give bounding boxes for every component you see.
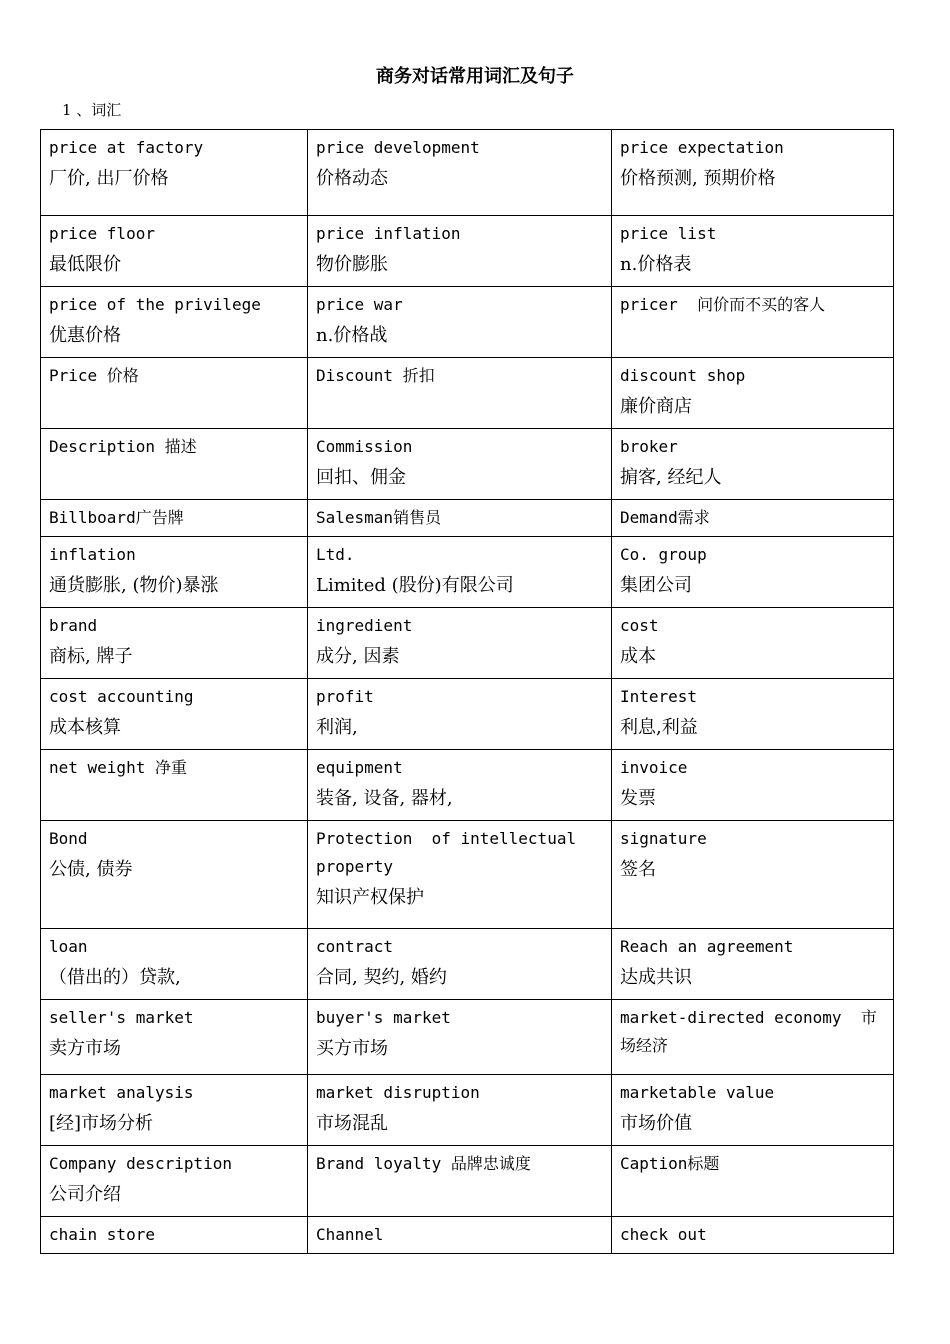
table-row <box>41 358 894 429</box>
vocab-cell <box>308 679 612 750</box>
vocab-term: Company description <box>49 1154 233 1173</box>
vocab-cell <box>308 1146 612 1217</box>
vocab-translation: 成本 <box>620 646 656 667</box>
vocab-cell <box>612 821 894 929</box>
vocab-translation: 卖方市场 <box>49 1038 121 1059</box>
vocab-translation: 合同, 契约, 婚约 <box>316 967 447 988</box>
vocab-cell <box>612 1217 894 1254</box>
vocab-cell <box>612 358 894 429</box>
vocab-term: cost <box>620 616 659 635</box>
table-row <box>41 216 894 287</box>
vocab-cell <box>308 130 612 216</box>
vocab-cell <box>612 929 894 1000</box>
vocab-cell <box>308 1000 612 1075</box>
vocab-cell <box>612 287 894 358</box>
vocab-cell <box>612 1075 894 1146</box>
vocab-cell <box>41 1000 308 1075</box>
vocab-cell <box>41 287 308 358</box>
table-row <box>41 1000 894 1075</box>
vocab-term: Reach an agreement <box>620 937 794 956</box>
vocab-cell <box>612 1146 894 1217</box>
vocab-translation: 利息,利益 <box>620 717 698 738</box>
table-row <box>41 500 894 537</box>
vocab-term: profit <box>316 687 374 706</box>
table-row <box>41 608 894 679</box>
vocab-term: Interest <box>620 687 698 706</box>
vocab-translation: 价格动态 <box>316 168 388 189</box>
vocab-cell <box>41 679 308 750</box>
vocab-cell <box>41 821 308 929</box>
vocab-cell <box>41 1075 308 1146</box>
vocab-term: invoice <box>620 758 688 777</box>
vocab-cell <box>41 500 308 537</box>
vocab-cell <box>308 500 612 537</box>
table-row <box>41 429 894 500</box>
vocab-cell <box>308 750 612 821</box>
vocab-cell <box>41 130 308 216</box>
vocab-translation: 成分, 因素 <box>316 646 400 667</box>
vocab-cell <box>41 1217 308 1254</box>
vocabulary-table <box>40 129 894 1254</box>
vocab-term: Bond <box>49 829 88 848</box>
vocab-cell <box>612 1000 894 1075</box>
vocab-term: Channel <box>316 1225 384 1244</box>
vocab-term: Salesman销售员 <box>316 508 442 527</box>
vocab-term: price floor <box>49 224 155 243</box>
vocab-term: market-directed economy 市场经济 <box>620 1008 877 1055</box>
vocab-translation: 商标, 牌子 <box>49 646 133 667</box>
vocab-term: chain store <box>49 1225 155 1244</box>
vocab-translation: （借出的）贷款, <box>49 967 181 988</box>
vocab-term: signature <box>620 829 707 848</box>
vocab-term: Discount 折扣 <box>316 366 435 385</box>
vocab-term: price list <box>620 224 717 243</box>
vocab-cell <box>612 750 894 821</box>
table-row <box>41 1217 894 1254</box>
vocab-translation: 公司介绍 <box>49 1184 121 1205</box>
page-title: 商务对话常用词汇及句子 <box>376 66 574 87</box>
vocab-cell <box>308 216 612 287</box>
vocabulary-table-body <box>41 130 894 1254</box>
vocab-cell <box>41 1146 308 1217</box>
vocab-cell <box>612 537 894 608</box>
vocab-translation: 掮客, 经纪人 <box>620 467 722 488</box>
vocab-term: buyer's market <box>316 1008 451 1027</box>
vocab-term: price inflation <box>316 224 461 243</box>
vocab-translation: 达成共识 <box>620 967 692 988</box>
vocab-term: inflation <box>49 545 136 564</box>
vocab-cell <box>41 537 308 608</box>
vocab-term: Caption标题 <box>620 1154 720 1173</box>
vocab-term: equipment <box>316 758 403 777</box>
vocab-translation: 回扣、佣金 <box>316 467 406 488</box>
vocab-cell <box>612 429 894 500</box>
vocab-term: Commission <box>316 437 413 456</box>
vocab-cell <box>612 679 894 750</box>
vocab-term: price expectation <box>620 138 784 157</box>
vocab-cell <box>41 216 308 287</box>
vocab-cell <box>308 1217 612 1254</box>
vocab-translation: 集团公司 <box>620 575 692 596</box>
vocab-cell <box>308 287 612 358</box>
vocab-translation: 利润, <box>316 717 358 738</box>
vocab-term: Protection of intellectual property <box>316 829 586 876</box>
vocab-cell <box>308 821 612 929</box>
vocab-term: price war <box>316 295 403 314</box>
table-row <box>41 679 894 750</box>
vocab-translation: 成本核算 <box>49 717 121 738</box>
vocab-translation: 买方市场 <box>316 1038 388 1059</box>
vocab-term: Co. group <box>620 545 707 564</box>
vocab-translation: 物价膨胀 <box>316 254 388 275</box>
vocab-term: Ltd. <box>316 545 355 564</box>
table-row <box>41 821 894 929</box>
vocab-term: cost accounting <box>49 687 194 706</box>
vocab-translation: 优惠价格 <box>49 325 121 346</box>
vocab-term: price of the privilege <box>49 295 261 314</box>
table-row <box>41 750 894 821</box>
vocab-cell <box>308 358 612 429</box>
vocab-cell <box>308 929 612 1000</box>
vocab-cell <box>612 608 894 679</box>
vocab-translation: 装备, 设备, 器材, <box>316 788 453 809</box>
table-row <box>41 537 894 608</box>
vocab-term: discount shop <box>620 366 746 385</box>
vocab-cell <box>308 608 612 679</box>
vocab-term: Description 描述 <box>49 437 197 456</box>
table-row <box>41 130 894 216</box>
vocab-term: check out <box>620 1225 707 1244</box>
vocab-translation: n.价格战 <box>316 325 388 346</box>
vocab-term: market analysis <box>49 1083 194 1102</box>
vocab-term: Price 价格 <box>49 366 139 385</box>
vocab-cell <box>612 500 894 537</box>
vocab-term: market disruption <box>316 1083 480 1102</box>
vocab-term: Billboard广告牌 <box>49 508 184 527</box>
vocab-translation: 知识产权保护 <box>316 887 424 908</box>
table-row <box>41 1146 894 1217</box>
vocab-cell <box>41 750 308 821</box>
vocab-cell <box>308 537 612 608</box>
vocab-term: broker <box>620 437 678 456</box>
vocab-term: Brand loyalty 品牌忠诚度 <box>316 1154 531 1173</box>
section-heading: 1 、词汇 <box>62 101 122 119</box>
vocab-term: price at factory <box>49 138 204 157</box>
vocab-translation: 通货膨胀, (物价)暴涨 <box>49 575 219 596</box>
vocab-cell <box>41 429 308 500</box>
vocab-term: Demand需求 <box>620 508 710 527</box>
vocab-cell <box>41 929 308 1000</box>
vocab-term: loan <box>49 937 88 956</box>
vocab-cell <box>612 130 894 216</box>
vocab-translation: 发票 <box>620 788 656 809</box>
vocab-cell <box>308 1075 612 1146</box>
vocab-term: net weight 净重 <box>49 758 187 777</box>
vocab-term: seller's market <box>49 1008 194 1027</box>
vocab-term: ingredient <box>316 616 413 635</box>
vocab-term: marketable value <box>620 1083 775 1102</box>
table-row <box>41 929 894 1000</box>
vocab-translation: n.价格表 <box>620 254 692 275</box>
vocab-cell <box>308 429 612 500</box>
vocab-cell <box>41 358 308 429</box>
vocab-translation: 签名 <box>620 859 656 880</box>
vocab-cell <box>612 216 894 287</box>
vocab-cell <box>41 608 308 679</box>
vocab-translation: [经]市场分析 <box>49 1113 154 1134</box>
vocab-translation: Limited (股份)有限公司 <box>316 575 514 596</box>
vocab-translation: 价格预测, 预期价格 <box>620 168 776 189</box>
vocab-translation: 厂价, 出厂价格 <box>49 168 169 189</box>
vocab-translation: 廉价商店 <box>620 396 692 417</box>
vocab-translation: 市场混乱 <box>316 1113 388 1134</box>
vocab-term: pricer 问价而不买的客人 <box>620 295 826 314</box>
vocab-translation: 公债, 债券 <box>49 859 133 880</box>
vocab-translation: 市场价值 <box>620 1113 692 1134</box>
vocab-translation: 最低限价 <box>49 254 121 275</box>
vocab-term: brand <box>49 616 98 635</box>
table-row <box>41 287 894 358</box>
table-row <box>41 1075 894 1146</box>
vocab-term: price development <box>316 138 480 157</box>
vocab-term: contract <box>316 937 394 956</box>
